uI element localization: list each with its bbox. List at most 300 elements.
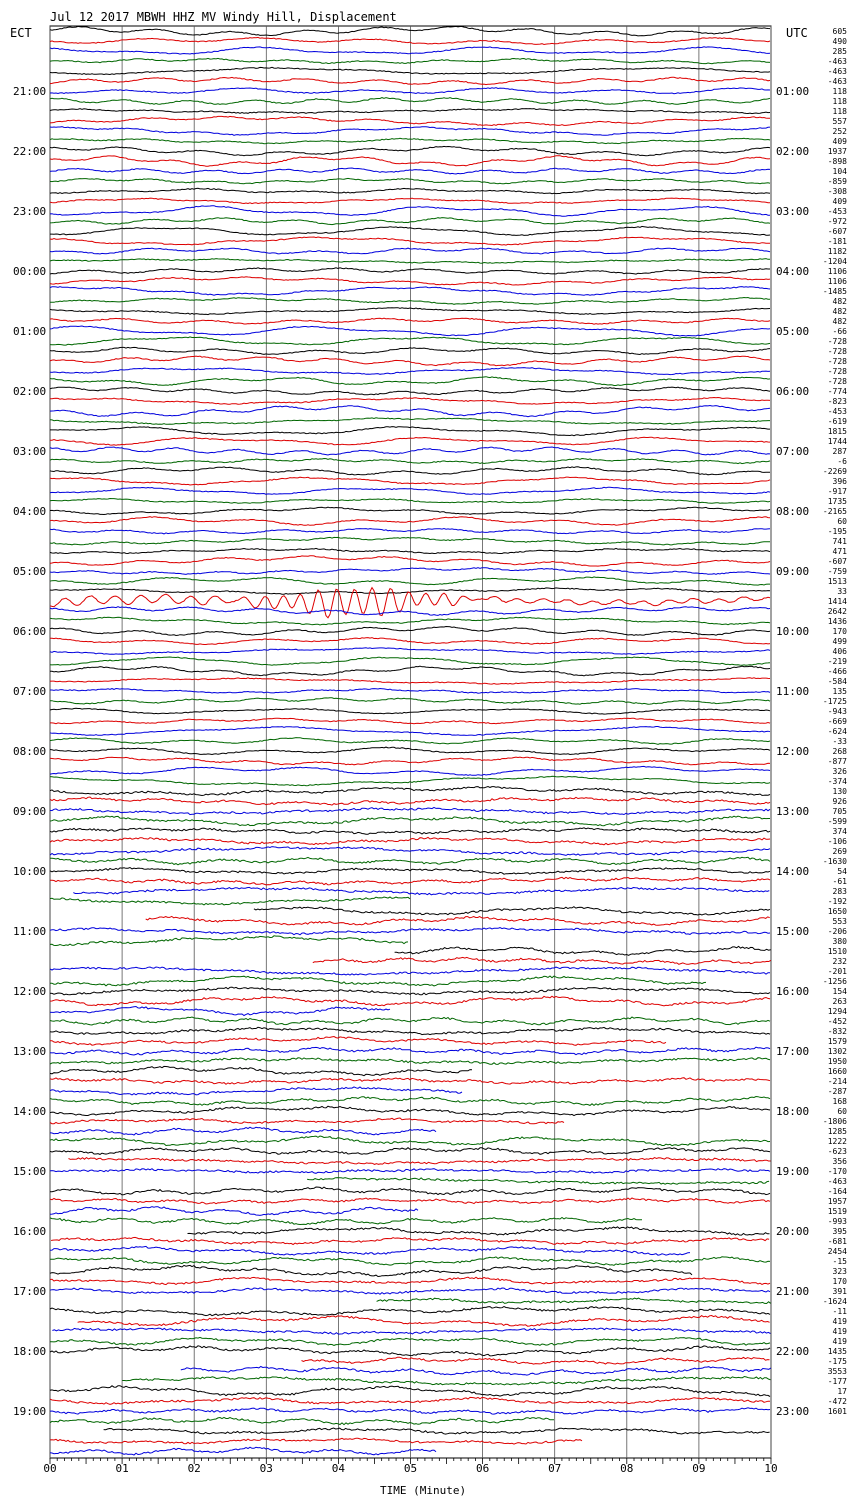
seismic-trace [50,1257,770,1266]
trace-amplitude-label: -463 [827,77,847,86]
seismic-trace [188,1227,770,1235]
trace-amplitude-label: -728 [827,377,847,386]
trace-amplitude-label: 54 [837,867,847,876]
seismic-trace [50,1386,770,1397]
seismic-trace [50,507,770,514]
seismic-trace [50,607,770,616]
seismic-trace [50,928,770,935]
seismic-trace [69,1158,771,1165]
trace-amplitude-label: -177 [827,1377,847,1386]
left-hour-label: 06:00 [13,625,47,638]
seismic-trace [50,1127,436,1135]
trace-amplitude-label: 1436 [827,617,847,626]
right-hour-label: 20:00 [776,1225,810,1238]
seismic-trace [50,1337,770,1345]
seismic-trace [50,237,770,245]
trace-amplitude-label: 1660 [827,1067,847,1076]
right-hour-label: 05:00 [776,325,810,338]
seismic-trace [50,58,770,63]
seismic-trace [50,857,770,865]
seismic-trace [50,548,770,553]
seismic-trace [313,957,771,964]
trace-amplitude-label: 1106 [827,277,847,286]
trace-amplitude-label: 380 [832,937,847,946]
seismic-trace [50,577,770,585]
seismic-trace [50,318,770,324]
seismic-trace [50,666,770,676]
seismic-trace [122,1377,770,1385]
seismic-trace [50,1277,770,1284]
trace-amplitude-label: 926 [832,797,847,806]
trace-amplitude-label: -681 [827,1237,847,1246]
trace-amplitude-label: -192 [827,897,847,906]
seismic-trace [50,967,770,975]
trace-amplitude-label: 232 [832,957,847,966]
seismic-trace [50,37,770,44]
seismic-trace [50,1438,582,1444]
trace-amplitude-label: -1630 [822,857,847,866]
seismic-trace [50,689,770,694]
trace-amplitude-label: 1735 [827,497,847,506]
seismic-trace [307,1178,769,1185]
seismic-trace [50,406,770,417]
trace-amplitude-label: 1513 [827,577,847,586]
seismic-trace [50,1097,770,1106]
trace-amplitude-label: -15 [832,1257,847,1266]
seismic-trace [50,648,770,655]
trace-amplitude-label: 1106 [827,267,847,276]
trace-amplitude-label: 1579 [827,1037,847,1046]
right-hour-label: 03:00 [776,205,810,218]
seismic-trace [50,138,770,143]
right-hour-label: 09:00 [776,565,810,578]
trace-amplitude-label: 1519 [827,1207,847,1216]
trace-amplitude-label: -453 [827,207,847,216]
trace-amplitude-label: -624 [827,727,847,736]
seismic-trace [50,1265,692,1276]
trace-amplitude-label: 1744 [827,437,847,446]
seismic-trace [50,347,770,354]
left-hour-label: 19:00 [13,1405,47,1418]
trace-amplitude-label: 104 [832,167,847,176]
right-hour-label: 13:00 [776,805,810,818]
trace-amplitude-label: -2165 [822,507,847,516]
trace-amplitude-label: 557 [832,117,847,126]
seismic-trace [50,868,770,875]
right-hour-label: 16:00 [776,985,810,998]
trace-amplitude-label: -466 [827,667,847,676]
seismic-trace [50,1017,770,1025]
right-hour-label: 01:00 [776,85,810,98]
trace-amplitude-label: -61 [832,877,847,886]
seismic-trace [50,368,770,375]
x-tick-label: 03 [259,1462,273,1475]
seismic-trace [395,946,771,955]
trace-amplitude-label: -195 [827,527,847,536]
trace-amplitude-label: -728 [827,357,847,366]
seismic-trace [50,1288,770,1294]
trace-amplitude-label: -823 [827,397,847,406]
seismic-trace [50,198,770,204]
seismic-trace [50,757,770,765]
seismic-trace [50,837,770,844]
trace-amplitude-label: 1302 [827,1047,847,1056]
trace-amplitude-label: 490 [832,37,847,46]
left-hour-label: 00:00 [13,265,47,278]
seismic-trace [50,1058,770,1065]
right-hour-label: 06:00 [776,385,810,398]
right-hour-label: 21:00 [776,1285,810,1298]
trace-amplitude-label: 60 [837,517,847,526]
seismic-trace [50,326,770,336]
left-hour-label: 13:00 [13,1045,47,1058]
seismic-trace [50,1027,770,1034]
seismic-trace [50,467,770,475]
trace-amplitude-label: -308 [827,187,847,196]
trace-amplitude-label: -1204 [822,257,847,266]
seismic-trace [50,1307,770,1316]
seismic-trace [50,1218,642,1225]
seismic-trace [50,976,706,986]
trace-amplitude-label: -607 [827,557,847,566]
trace-amplitude-label: 118 [832,107,847,116]
seismic-trace [50,377,770,386]
trace-amplitude-label: 705 [832,807,847,816]
seismic-trace [50,206,770,217]
seismic-trace [50,568,770,575]
seismic-trace [50,1397,770,1404]
trace-amplitude-label: -859 [827,177,847,186]
seismic-trace [50,168,770,174]
trace-amplitude-label: -206 [827,927,847,936]
seismic-trace [50,226,770,235]
trace-amplitude-label: 419 [832,1317,847,1326]
right-hour-label: 04:00 [776,265,810,278]
trace-amplitude-label: -219 [827,657,847,666]
trace-amplitude-label: -175 [827,1357,847,1366]
seismic-trace [50,807,770,814]
trace-amplitude-label: 1222 [827,1137,847,1146]
left-hour-label: 14:00 [13,1105,47,1118]
trace-amplitude-label: 1285 [827,1127,847,1136]
seismic-trace [50,109,770,114]
trace-amplitude-label: 283 [832,887,847,896]
trace-amplitude-label: 326 [832,767,847,776]
trace-amplitude-label: -6 [837,457,847,466]
trace-amplitude-label: -1624 [822,1297,847,1306]
trace-amplitude-label: 499 [832,637,847,646]
right-hour-label: 08:00 [776,505,810,518]
seismic-trace [50,398,770,405]
trace-amplitude-label: 1650 [827,907,847,916]
trace-amplitude-label: -669 [827,717,847,726]
seismic-trace [50,387,770,395]
seismic-trace [50,127,770,136]
seismic-trace [50,627,770,636]
seismic-trace [50,1246,690,1255]
seismic-trace [50,1207,418,1216]
trace-amplitude-label: -2269 [822,467,847,476]
seismic-trace [50,657,770,665]
seismic-trace [50,47,770,54]
seismic-trace [50,847,770,856]
seismic-trace [50,218,770,225]
seismic-trace [50,1346,770,1356]
right-hour-label: 23:00 [776,1405,810,1418]
trace-amplitude-label: -287 [827,1087,847,1096]
seismic-trace [50,537,770,545]
seismic-trace [50,337,770,345]
seismic-trace [50,437,770,445]
trace-amplitude-label: 1435 [827,1347,847,1356]
trace-amplitude-label: -774 [827,387,847,396]
left-hour-label: 16:00 [13,1225,47,1238]
seismic-trace [50,738,770,745]
trace-amplitude-label: -106 [827,837,847,846]
seismic-trace [50,1417,554,1424]
seismic-trace [50,156,770,167]
seismic-trace [50,897,410,905]
seismic-trace [50,459,770,464]
trace-amplitude-label: -619 [827,417,847,426]
seismic-trace [50,427,770,436]
seismic-trace [50,797,770,805]
trace-amplitude-label: 118 [832,87,847,96]
trace-amplitude-label: -759 [827,567,847,576]
seismic-trace [50,1136,770,1146]
seismic-trace [50,1198,770,1204]
seismic-trace [50,1447,436,1455]
trace-amplitude-label: -943 [827,707,847,716]
trace-amplitude-label: -993 [827,1217,847,1226]
chart-title: Jul 12 2017 MBWH HHZ MV Windy Hill, Displacement [50,10,397,24]
trace-amplitude-label: -607 [827,227,847,236]
trace-amplitude-label: -917 [827,487,847,496]
left-timezone-label: ECT [10,26,32,40]
trace-amplitude-label: 741 [832,537,847,546]
right-hour-label: 10:00 [776,625,810,638]
left-hour-label: 01:00 [13,325,47,338]
left-hour-label: 02:00 [13,385,47,398]
seismic-trace [50,98,770,105]
trace-amplitude-label: -452 [827,1017,847,1026]
trace-amplitude-label: -972 [827,217,847,226]
seismic-trace [50,556,770,566]
trace-amplitude-label: 252 [832,127,847,136]
seismic-trace [50,146,770,155]
trace-amplitude-label: -832 [827,1027,847,1036]
trace-amplitude-label: -584 [827,677,847,686]
left-hour-label: 09:00 [13,805,47,818]
trace-amplitude-label: 60 [837,1107,847,1116]
trace-amplitude-label: 1815 [827,427,847,436]
trace-amplitude-label: 1414 [827,597,847,606]
trace-amplitude-label: -1485 [822,287,847,296]
trace-amplitude-label: -181 [827,237,847,246]
x-tick-label: 02 [187,1462,201,1475]
right-hour-label: 18:00 [776,1105,810,1118]
seismic-trace [78,1316,770,1327]
trace-amplitude-label: -877 [827,757,847,766]
right-hour-label: 19:00 [776,1165,810,1178]
x-tick-label: 01 [115,1462,129,1475]
trace-amplitude-label: -623 [827,1147,847,1156]
seismic-trace [50,987,770,995]
trace-amplitude-label: 154 [832,987,847,996]
seismic-trace [50,356,770,366]
seismic-trace [50,1047,770,1055]
trace-amplitude-label: 409 [832,137,847,146]
trace-amplitude-label: 2454 [827,1247,847,1256]
seismic-trace [50,248,770,254]
left-hour-label: 23:00 [13,205,47,218]
seismic-trace [50,67,770,74]
left-hour-label: 18:00 [13,1345,47,1358]
seismic-trace [50,787,770,796]
trace-amplitude-label: 1950 [827,1057,847,1066]
trace-amplitude-label: 1937 [827,147,847,156]
seismic-trace [50,529,770,534]
seismic-trace [50,816,770,826]
seismic-trace [50,1087,462,1095]
left-hour-label: 10:00 [13,865,47,878]
x-tick-label: 07 [548,1462,562,1475]
right-hour-label: 11:00 [776,685,810,698]
x-tick-label: 10 [764,1462,778,1475]
seismic-trace [50,877,770,885]
x-tick-label: 08 [620,1462,634,1475]
seismic-trace [50,487,770,494]
trace-amplitude-label: 391 [832,1287,847,1296]
trace-amplitude-label: -898 [827,157,847,166]
right-hour-label: 12:00 [776,745,810,758]
left-hour-label: 21:00 [13,85,47,98]
trace-amplitude-label: -1256 [822,977,847,986]
trace-amplitude-label: 33 [837,587,847,596]
seismic-trace [254,907,770,915]
left-hour-label: 17:00 [13,1285,47,1298]
x-tick-label: 04 [331,1462,346,1475]
trace-amplitude-label: -164 [827,1187,847,1196]
x-tick-label: 06 [475,1462,490,1475]
seismic-trace [181,1367,771,1376]
right-hour-label: 22:00 [776,1345,810,1358]
left-hour-label: 05:00 [13,565,47,578]
seismic-trace [50,178,770,183]
trace-amplitude-label: 268 [832,747,847,756]
seismic-trace [50,287,770,296]
left-hour-label: 03:00 [13,445,47,458]
trace-amplitude-label: -66 [832,327,847,336]
trace-amplitude-label: -472 [827,1397,847,1406]
seismic-trace [50,1187,770,1195]
trace-amplitude-label: 605 [832,27,847,36]
left-hour-label: 07:00 [13,685,47,698]
seismic-trace [50,936,408,946]
trace-amplitude-label: 323 [832,1267,847,1276]
right-timezone-label: UTC [786,26,808,40]
trace-amplitude-label: -728 [827,367,847,376]
trace-amplitude-label: 482 [832,307,847,316]
trace-amplitude-label: 287 [832,447,847,456]
trace-amplitude-label: 135 [832,687,847,696]
trace-amplitude-label: 269 [832,847,847,856]
trace-amplitude-label: 118 [832,97,847,106]
trace-amplitude-label: -170 [827,1167,847,1176]
left-hour-label: 08:00 [13,745,47,758]
right-hour-label: 17:00 [776,1045,810,1058]
seismic-trace [50,1118,564,1124]
seismic-trace [50,1007,390,1016]
trace-amplitude-label: 17 [837,1387,847,1396]
seismic-trace [50,499,770,504]
seismic-trace [50,747,770,754]
trace-amplitude-label: 471 [832,547,847,556]
trace-amplitude-label: 409 [832,197,847,206]
seismic-trace [50,1106,770,1115]
seismic-trace [50,77,770,84]
x-tick-label: 09 [692,1462,706,1475]
seismic-trace [50,26,770,36]
left-hour-label: 11:00 [13,925,47,938]
seismic-trace [50,188,770,193]
trace-amplitude-label: 1182 [827,247,847,256]
left-hour-label: 15:00 [13,1165,47,1178]
trace-amplitude-label: 406 [832,647,847,656]
trace-amplitude-label: 168 [832,1097,847,1106]
seismic-trace [50,268,770,274]
right-hour-label: 14:00 [776,865,810,878]
trace-amplitude-label: 1957 [827,1197,847,1206]
seismic-trace [50,447,770,455]
seismic-trace [50,1169,770,1174]
trace-amplitude-label: -453 [827,407,847,416]
trace-amplitude-label: -374 [827,777,847,786]
trace-amplitude-label: 130 [832,787,847,796]
trace-amplitude-label: -728 [827,337,847,346]
seismic-trace [50,828,770,835]
seismic-trace [50,708,770,714]
seismic-trace [50,698,770,704]
trace-amplitude-label: 3553 [827,1367,847,1376]
seismic-trace [50,116,770,125]
trace-amplitude-label: -463 [827,67,847,76]
seismic-trace [104,1428,770,1434]
trace-amplitude-label: 1601 [827,1407,847,1416]
seismic-trace [50,1037,666,1046]
seismic-trace [50,517,770,526]
seismic-trace [73,887,769,894]
seismic-trace [50,1066,472,1075]
seismic-trace [50,766,770,775]
seismic-trace [50,776,770,785]
trace-amplitude-label: 482 [832,317,847,326]
seismic-trace [50,418,770,425]
trace-amplitude-label: 263 [832,997,847,1006]
trace-amplitude-label: -463 [827,57,847,66]
trace-amplitude-label: 2642 [827,607,847,616]
trace-amplitude-label: 374 [832,827,847,836]
trace-amplitude-label: -599 [827,817,847,826]
right-hour-label: 02:00 [776,145,810,158]
trace-amplitude-label: 395 [832,1227,847,1236]
seismic-trace [146,916,770,925]
seismic-trace [50,277,770,285]
trace-amplitude-label: 396 [832,477,847,486]
trace-amplitude-label: 419 [832,1327,847,1336]
trace-amplitude-label: 419 [832,1337,847,1346]
seismic-trace [50,1408,770,1414]
